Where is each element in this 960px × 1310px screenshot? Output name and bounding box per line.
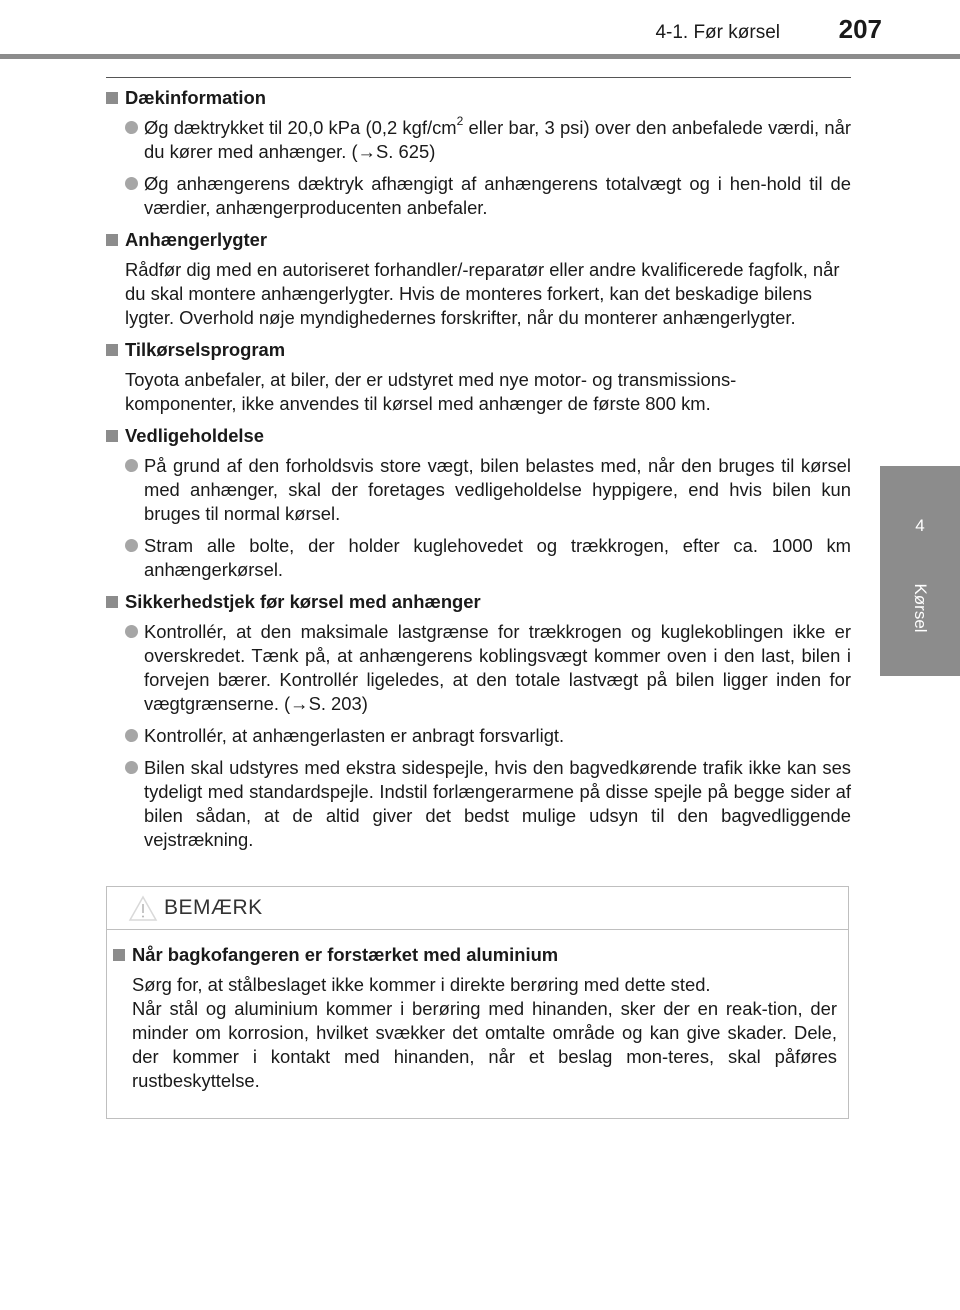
page-reference-link[interactable]: →S. 203): [290, 693, 368, 714]
notice-line-2: Når stål og aluminium kommer i berøring med hinanden, sker der en reak-tion, der minder om korrosion, hvilket svækker det omtalte område og kan give skader. Dele, der kommer i kontakt med hinanden, når et beslag mon-teres, skal påføres rustbeskyttelse.: [132, 998, 837, 1091]
header-bar: [0, 54, 960, 59]
notice-body: [113, 943, 837, 1093]
chapter-number: 4: [915, 516, 925, 535]
warning-triangle-icon: [128, 895, 158, 922]
bullet-tire-pressure: Øg dæktrykket til 20,0 kPa (0,2 kgf/$cm^2$ eller bar, 3 psi) over den anbefalede værdi, når du kører med anhænger. (→S. 625): [125, 116, 851, 164]
chapter-side-tab[interactable]: [880, 466, 960, 676]
page-reference-link[interactable]: →S. 625): [357, 141, 436, 162]
square-bullet-icon: [106, 596, 118, 608]
heading-trailer-lights: Anhængerlygter: [106, 228, 851, 252]
heading-safety-check: Sikkerhedstjek før kørsel med anhænger: [106, 590, 851, 614]
bullet-maintenance-frequency: På grund af den forholdsvis store vægt, bilen belastes med, når den bruges til kørsel med anhænger, skal der foretages vedligeholdelse hyppigere, end hvis bilen kun bruges til normal kørsel.: [125, 454, 851, 526]
section-title: 4-1. Før kørsel: [655, 22, 780, 43]
square-bullet-icon: [106, 234, 118, 246]
paragraph-break-in: Toyota anbefaler, at biler, der er udstyret med nye motor- og transmissions-komponenter, ikke anvendes til kørsel med anhænger de første 800 km.: [125, 369, 737, 414]
main-content: [106, 86, 851, 860]
square-bullet-icon: [106, 92, 118, 104]
heading-break-in: Tilkørselsprogram: [106, 338, 851, 362]
bullet-tighten-bolts: Stram alle bolte, der holder kuglehovedet og trækkrogen, efter ca. 1000 km anhængerkørsel.: [125, 534, 851, 582]
bullet-trailer-tire: Øg anhængerens dæktryk afhængigt af anhængerens totalvægt og i hen-hold til de værdier, anhængerproducenten anbefaler.: [125, 172, 851, 220]
circle-bullet-icon: [125, 459, 138, 472]
bullet-cargo-secured: Kontrollér, at anhængerlasten er anbragt forsvarligt.: [125, 724, 851, 748]
bullet-side-mirrors: Bilen skal udstyres med ekstra sidespejle, hvis den bagvedkørende trafik ikke kan ses tydeligt med standardspejle. Indstil forlængerarmene på disse spejle på begge sider af bilen sådan, at de altid giver det bedst mulige udsyn til den bagvedliggende vejstrækning.: [125, 756, 851, 852]
notice-box: [106, 886, 849, 1119]
circle-bullet-icon: [125, 121, 138, 134]
chapter-label: Kørsel: [911, 583, 930, 633]
circle-bullet-icon: [125, 729, 138, 742]
heading-tire-info: Dækinformation: [106, 86, 851, 110]
heading-maintenance: Vedligeholdelse: [106, 424, 851, 448]
square-bullet-icon: [106, 430, 118, 442]
circle-bullet-icon: [125, 625, 138, 638]
square-bullet-icon: [113, 949, 125, 961]
page-number: 207: [838, 14, 882, 44]
notice-header: [107, 887, 848, 930]
top-rule: [106, 77, 851, 78]
paragraph-trailer-lights: Rådfør dig med en autoriseret forhandler/-reparatør eller andre kvalificerede fagfolk, når du skal montere anhængerlygter. Hvis de monteres forkert, kan det beskadige bilens lygter. Overhold nøje myndighedernes forskrifter, når du monterer anhængerlygter.: [125, 259, 840, 328]
square-bullet-icon: [106, 344, 118, 356]
bullet-load-limit: Kontrollér, at den maksimale lastgrænse for trækkrogen og kuglekoblingen ikke er overskredet. Tænk på, at anhængerens koblingsvægt kommer oven i den last, bilen i forvejen bærer. Kontrollér ligeledes, at den totale lastvægt på bilen ligger inden for vægtgrænserne. (→S. 203): [125, 620, 851, 716]
notice-line-1: Sørg for, at stålbeslaget ikke kommer i direkte berøring med dette sted.: [132, 974, 711, 995]
circle-bullet-icon: [125, 539, 138, 552]
circle-bullet-icon: [125, 177, 138, 190]
notice-heading: Når bagkofangeren er forstærket med aluminium: [113, 943, 837, 967]
notice-title: BEMÆRK: [164, 896, 263, 919]
circle-bullet-icon: [125, 761, 138, 774]
